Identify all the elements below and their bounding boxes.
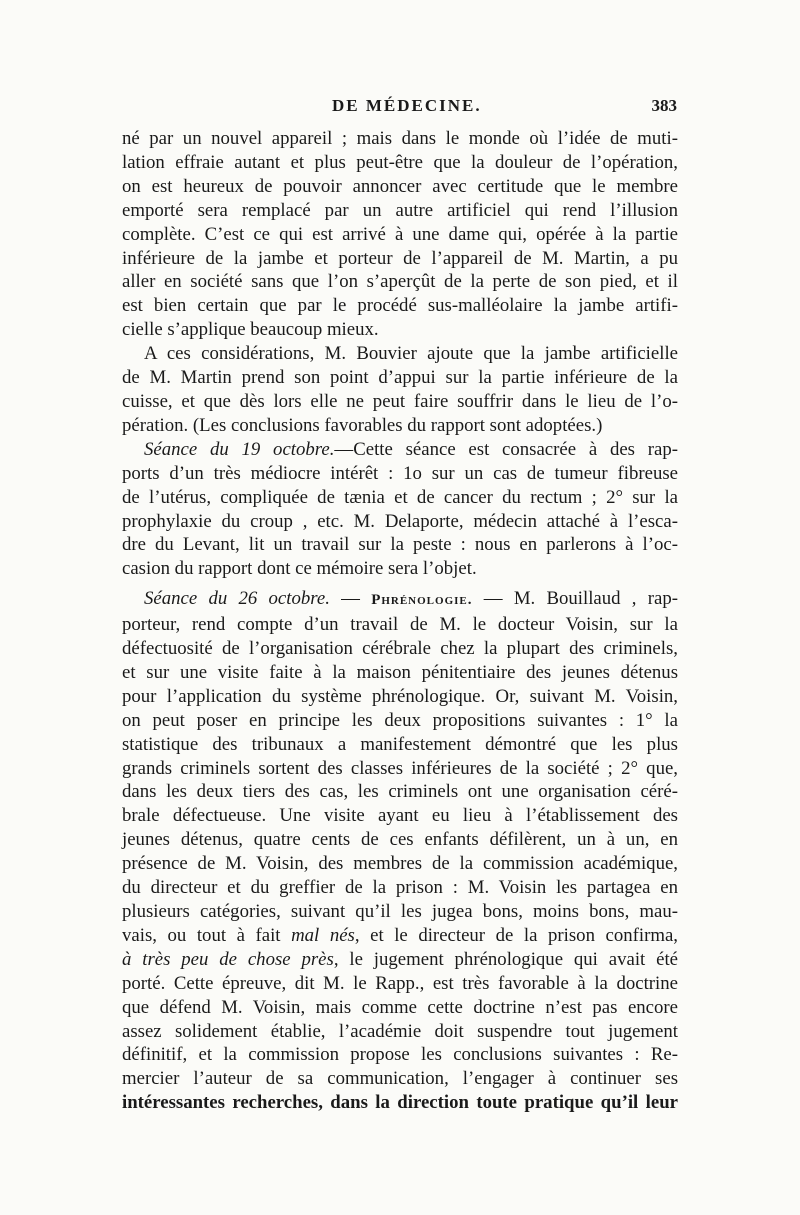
text-line: on peut poser en principe les deux propositions suivantes : 1° la <box>122 709 678 731</box>
text-line: brale défectueuse. Une visite ayant eu lieu à l’établissement des <box>122 805 678 827</box>
text-line <box>122 587 678 613</box>
text-line: complète. C’est ce qui est arrivé à une dame qui, opérée à la partie <box>122 223 678 245</box>
text-run: — <box>329 588 372 610</box>
text-run: , le jugement phrénologique qui avait été <box>333 948 679 970</box>
paragraph-2 <box>122 342 678 438</box>
section-rubric: Phrénologie. <box>371 592 473 609</box>
text-line: assez solidement établie, l’académie doit suspendre tout jugement <box>122 1020 678 1042</box>
paragraph-1 <box>122 127 678 342</box>
italic-phrase: mal nés <box>291 924 355 946</box>
text-line <box>122 924 678 948</box>
text-line: statistique des tribunaux a manifestement démontré que les plus <box>122 733 678 755</box>
text-line: dre du Levant, lit un travail sur la peste : nous en parlerons à l’oc- <box>122 534 678 556</box>
text-line <box>122 948 678 972</box>
text-line: dans les deux tiers des cas, les criminels ont une organisation céré- <box>122 781 678 803</box>
page-header <box>122 96 677 122</box>
text-line: défectuosité de l’organisation cérébrale chez la plupart des criminels, <box>122 638 678 660</box>
text-line: pération. (Les conclusions favorables du rapport sont adoptées.) <box>122 414 603 436</box>
text-line: ports d’un très médiocre intérêt : 1o sur un cas de tumeur fibreuse <box>122 462 678 484</box>
text-run: vais, ou tout à fait <box>122 924 292 946</box>
text-run: — M. Bouillaud , rap- <box>472 588 678 610</box>
text-line: porté. Cette épreuve, dit M. le Rapp., est très favorable à la doctrine <box>122 972 678 994</box>
text-line: pour l’application du système phrénologique. Or, suivant M. Voisin, <box>122 685 678 707</box>
text-line: emporté sera remplacé par un autre artificiel qui rend l’illusion <box>122 199 678 221</box>
text-line: on est heureux de pouvoir annoncer avec certitude que le membre <box>122 175 678 197</box>
text-run: , et le directeur de la prison confirma, <box>354 924 678 946</box>
text-line: de M. Martin prend son point d’appui sur la partie inférieure de la <box>122 367 678 389</box>
text-line: né par un nouvel appareil ; mais dans le monde où l’idée de muti- <box>122 128 678 149</box>
page-body <box>122 127 678 1115</box>
text-line <box>122 438 678 462</box>
paragraph-4 <box>122 587 678 1115</box>
text-line: que défend M. Voisin, mais comme cette doctrine n’est pas encore <box>122 996 678 1018</box>
text-run: —Cette séance est consacrée à des rap- <box>334 438 678 460</box>
text-line: plusieurs catégories, suivant qu’il les jugea bons, moins bons, mau- <box>122 901 678 922</box>
text-line: prophylaxie du croup , etc. M. Delaporte, médecin attaché à l’esca- <box>122 510 678 532</box>
text-line: porteur, rend compte d’un travail de M. le docteur Voisin, sur la <box>122 614 678 636</box>
text-line: de l’utérus, compliquée de tænia et de cancer du rectum ; 2° sur la <box>122 486 678 508</box>
text-line: casion du rapport dont ce mémoire sera l’objet. <box>122 558 477 580</box>
page-number: 383 <box>651 96 677 115</box>
text-line: présence de M. Voisin, des membres de la commission académique, <box>122 853 678 875</box>
text-line: cuisse, et que dès lors elle ne peut faire souffrir dans le lieu de l’o- <box>122 390 678 412</box>
running-title: DE MÉDECINE. <box>332 96 482 115</box>
text-line: mercier l’auteur de sa communication, l’engager à continuer ses <box>122 1068 678 1090</box>
text-line: définitif, et la commission propose les conclusions suivantes : Re- <box>122 1044 678 1066</box>
text-line: est bien certain que par le procédé sus-malléolaire la jambe artifi- <box>122 295 678 317</box>
text-line: intéressantes recherches, dans la direction toute pratique qu’il leur <box>122 1092 678 1114</box>
text-line: inférieure de la jambe et porteur de l’appareil de M. Martin, a pu <box>122 247 678 269</box>
text-line: jeunes détenus, quatre cents de ces enfants défilèrent, un à un, en <box>122 829 678 851</box>
session-date: Séance du 19 octobre. <box>144 438 335 460</box>
italic-phrase: à très peu de chose près <box>122 948 334 970</box>
text-line: A ces considérations, M. Bouvier ajoute que la jambe artificielle <box>144 343 678 365</box>
text-line: lation effraie autant et plus peut-être que la douleur de l’opération, <box>122 151 678 173</box>
text-line: cielle s’applique beaucoup mieux. <box>122 319 379 341</box>
text-line: du directeur et du greffier de la prison : M. Voisin les partagea en <box>122 877 678 899</box>
text-line: aller en société sans que l’on s’aperçût de la perte de son pied, et il <box>122 271 678 293</box>
text-line: grands criminels sortent des classes inférieures de la société ; 2° que, <box>122 757 678 779</box>
text-line: et sur une visite faite à la maison pénitentiaire des jeunes détenus <box>122 661 678 683</box>
paragraph-3 <box>122 438 678 581</box>
session-date: Séance du 26 octobre. <box>144 588 330 610</box>
